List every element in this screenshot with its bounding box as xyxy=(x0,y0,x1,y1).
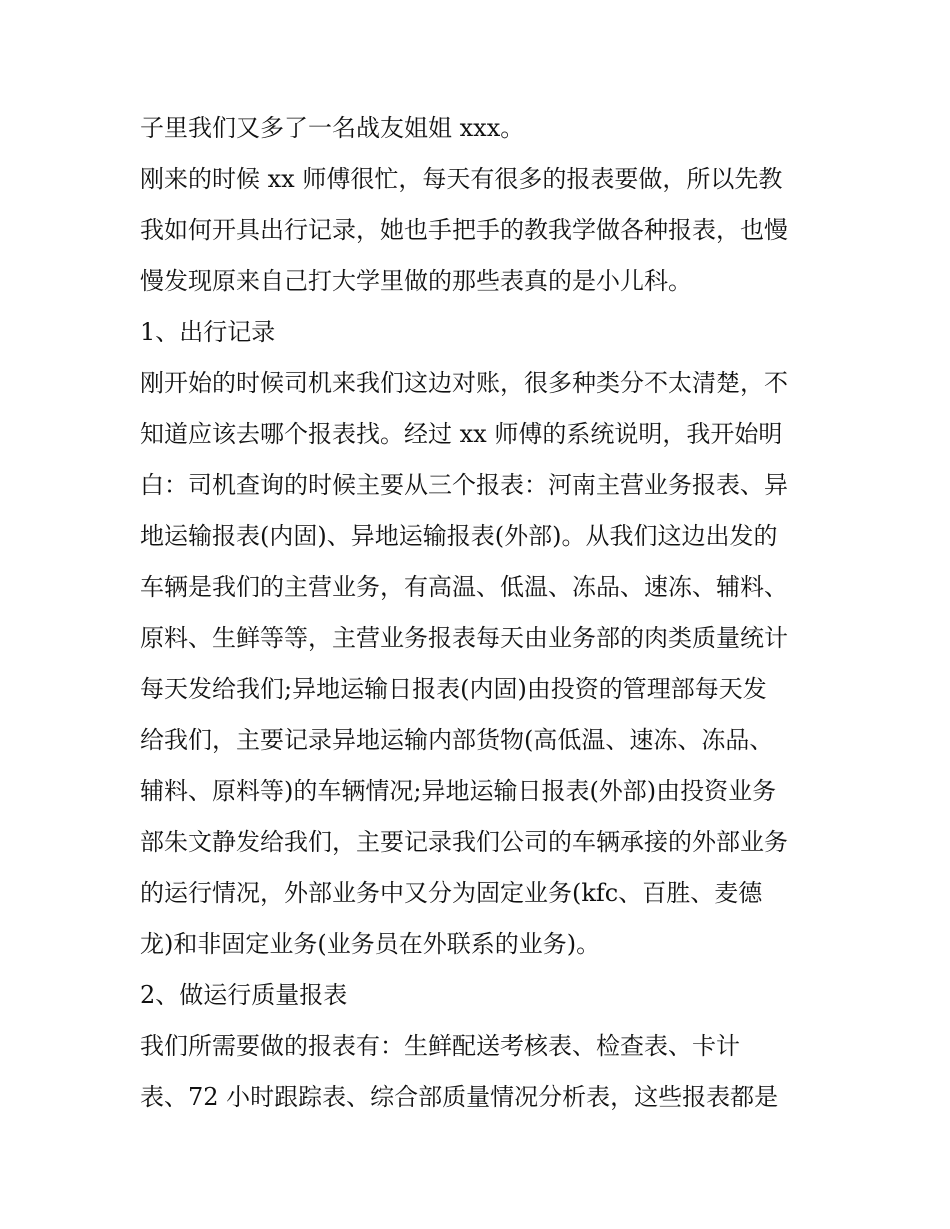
text-line: 慢发现原来自己打大学里做的那些表真的是小儿科。 xyxy=(140,267,692,295)
text-line: 车辆是我们的主营业务，有高温、低温、冻品、速冻、辅料、 xyxy=(140,573,788,601)
text-line: 每天发给我们;异地运输日报表(内固)由投资的管理部每天发 xyxy=(140,675,767,703)
section-heading: 1、出行记录 xyxy=(140,318,276,346)
text-line: 刚来的时候 xx 师傅很忙，每天有很多的报表要做，所以先教 xyxy=(140,165,783,193)
text-line: 我如何开具出行记录，她也手把手的教我学做各种报表，也慢 xyxy=(140,216,788,244)
text-line: 白：司机查询的时候主要从三个报表：河南主营业务报表、异 xyxy=(140,471,788,499)
text-line: 部朱文静发给我们，主要记录我们公司的车辆承接的外部业务 xyxy=(140,828,788,856)
document-body xyxy=(140,103,820,1123)
text-line: 龙)和非固定业务(业务员在外联系的业务)。 xyxy=(140,930,601,958)
section-heading: 2、做运行质量报表 xyxy=(140,981,348,1009)
text-line: 原料、生鲜等等，主营业务报表每天由业务部的肉类质量统计 xyxy=(140,624,788,652)
text-line: 给我们，主要记录异地运输内部货物(高低温、速冻、冻品、 xyxy=(140,726,774,754)
text-line: 地运输报表(内固)、异地运输报表(外部)。从我们这边出发的 xyxy=(140,522,778,550)
text-line: 我们所需要做的报表有：生鲜配送考核表、检查表、卡计 xyxy=(140,1032,740,1060)
text-line: 子里我们又多了一名战友姐姐 xxx。 xyxy=(140,114,525,142)
text-line: 知道应该去哪个报表找。经过 xx 师傅的系统说明，我开始明 xyxy=(140,420,783,448)
text-line: 辅料、原料等)的车辆情况;异地运输日报表(外部)由投资业务 xyxy=(140,777,777,805)
text-line: 刚开始的时候司机来我们这边对账，很多种类分不太清楚，不 xyxy=(140,369,788,397)
text-line: 表、72 小时跟踪表、综合部质量情况分析表，这些报表都是 xyxy=(140,1083,779,1111)
text-line: 的运行情况，外部业务中又分为固定业务(kfc、百胜、麦德 xyxy=(140,879,763,907)
